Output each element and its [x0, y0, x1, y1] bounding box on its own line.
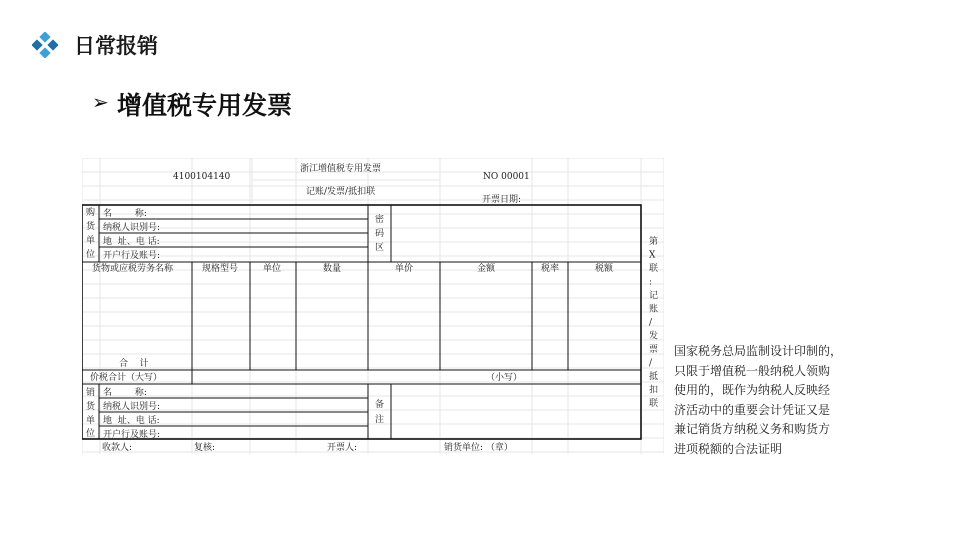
remarks-char: 注 [375, 415, 385, 425]
column-header: 单位 [263, 264, 282, 274]
side-copy-char: / [649, 358, 653, 369]
page-title: 日常报销 [74, 34, 158, 58]
buyer-side-char: 位 [86, 250, 96, 260]
column-header: 数量 [323, 264, 342, 274]
invoice-description [674, 342, 884, 459]
buyer-side-char: 货 [86, 222, 96, 232]
side-copy-char: 扣 [649, 385, 659, 396]
section-title: 增值税专用发票 [117, 91, 293, 120]
buyer-field: 名 称: [103, 209, 147, 219]
remarks-char: 备 [375, 400, 385, 410]
footer-reviewer: 复核: [194, 443, 216, 453]
side-copy-char: / [649, 318, 653, 328]
buyer-field: 纳税人识别号: [103, 223, 161, 233]
buyer-field: 开户行及账号: [103, 251, 161, 261]
column-header: 单价 [395, 264, 414, 274]
side-copy-char: 记 [649, 291, 659, 301]
buyer-field: 地 址、电 话: [103, 237, 160, 247]
lowercase-label: （小写） [486, 373, 523, 383]
column-header: 税额 [595, 264, 614, 274]
description-line: 使用的，既作为纳税人反映经 [674, 383, 831, 397]
seller-side-char: 销 [86, 388, 96, 398]
total-with-tax-label: 价税合计（大写） [90, 373, 163, 383]
password-area-char: 区 [375, 243, 385, 253]
seller-field: 开户行及账号: [103, 430, 161, 440]
total-label: 合 计 [119, 359, 149, 369]
password-area-char: 码 [375, 229, 385, 239]
description-line: 只限于增值税一般纳税人领购 [674, 363, 831, 378]
side-copy-char: X [649, 250, 656, 261]
buyer-side-char: 单 [86, 236, 96, 246]
description-line: 进项税额的合法证明 [674, 441, 783, 456]
invoice-code: 4100104140 [173, 172, 231, 182]
column-header: 税率 [541, 264, 560, 274]
side-copy-char: : [649, 277, 653, 288]
diamond-logo-icon [32, 32, 58, 58]
side-copy-char: 账 [649, 304, 659, 315]
column-header: 货物或应税劳务名称 [92, 264, 174, 274]
vat-invoice-sample [82, 158, 664, 454]
invoice-number: NO 00001 [483, 172, 530, 182]
side-copy-char: 抵 [649, 372, 659, 382]
side-copy-char: 联 [649, 264, 659, 274]
arrow-bullet-icon: ➢ [92, 90, 109, 114]
invoice-copy-type: 记账/发票/抵扣联 [306, 187, 376, 197]
seller-side-char: 货 [86, 402, 96, 412]
password-area-char: 密 [375, 215, 385, 225]
column-header: 规格型号 [202, 264, 239, 274]
seller-side-char: 位 [86, 429, 96, 439]
seller-field: 地 址、电 话: [103, 416, 160, 426]
column-header: 金额 [477, 264, 496, 274]
seller-field: 名 称: [103, 388, 147, 398]
footer-drawer: 开票人: [327, 443, 358, 453]
side-copy-char: 发 [649, 331, 659, 342]
seller-field: 纳税人识别号: [103, 402, 161, 412]
description-line: 兼记销货方纳税义务和购货方 [674, 422, 831, 436]
footer-payee: 收款人: [102, 443, 133, 453]
footer-seller-seal: 销货单位: （章） [444, 443, 513, 453]
side-copy-char: 票 [649, 345, 659, 355]
buyer-side-char: 购 [86, 208, 96, 218]
issue-date-label: 开票日期: [482, 195, 522, 205]
description-line: 济活动中的重要会计凭证又是 [674, 402, 831, 417]
description-line: 国家税务总局监制设计印制的， [674, 344, 843, 358]
side-copy-char: 第 [649, 237, 659, 247]
side-copy-char: 联 [649, 399, 659, 409]
invoice-name: 浙江增值税专用发票 [300, 164, 382, 174]
seller-side-char: 单 [86, 416, 96, 426]
